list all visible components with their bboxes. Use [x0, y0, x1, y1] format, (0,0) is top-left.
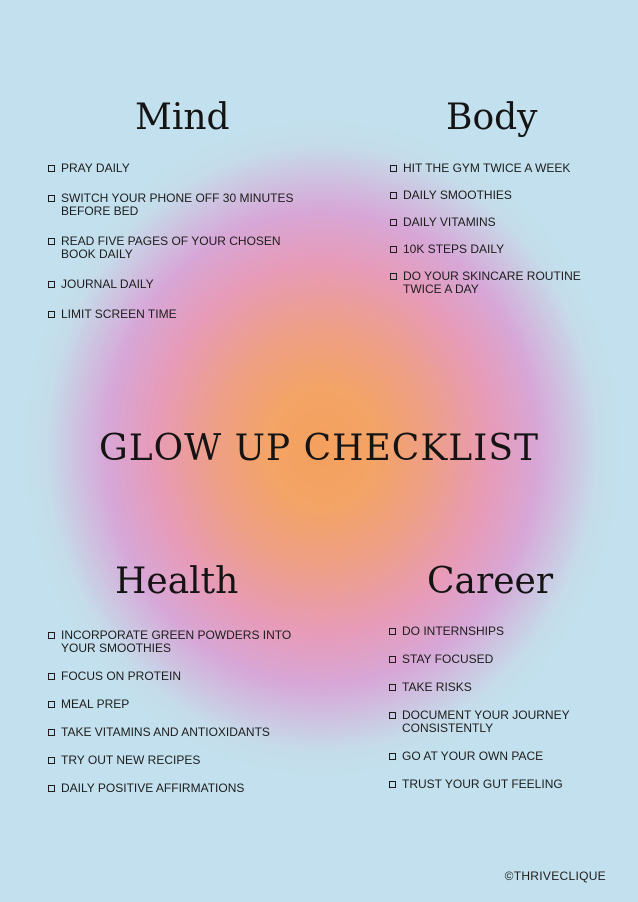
checklist-item[interactable] [48, 629, 308, 655]
checklist-item-label: SWITCH YOUR PHONE OFF 30 MINUTES BEFORE BED [61, 191, 294, 218]
checklist-item-label: JOURNAL DAILY [61, 277, 154, 291]
checkbox-icon[interactable] [48, 165, 55, 172]
checklist-item-label: TAKE RISKS [402, 680, 472, 694]
checkbox-icon[interactable] [390, 273, 397, 280]
checklist-item-label: DAILY SMOOTHIES [403, 188, 512, 202]
checkbox-icon[interactable] [390, 219, 397, 226]
checklist-item[interactable] [389, 778, 609, 791]
checklist-item[interactable] [48, 308, 308, 321]
mind-heading: Mind [135, 97, 230, 138]
checkbox-icon[interactable] [48, 311, 55, 318]
checklist-item[interactable] [389, 653, 609, 666]
checklist-item-label: TAKE VITAMINS AND ANTIOXIDANTS [61, 725, 270, 739]
checklist-item[interactable] [48, 192, 308, 218]
checklist-item-label: DO INTERNSHIPS [402, 624, 505, 638]
checklist-item-label: PRAY DAILY [61, 161, 130, 175]
checklist-item-label: HIT THE GYM TWICE A WEEK [403, 161, 571, 175]
checklist-item[interactable] [390, 270, 615, 296]
checkbox-icon[interactable] [390, 246, 397, 253]
career-checklist [389, 625, 609, 791]
checklist-item-label: TRUST YOUR GUT FEELING [402, 777, 563, 791]
checkbox-icon[interactable] [48, 632, 55, 639]
checklist-item[interactable] [48, 670, 308, 683]
checklist-item[interactable] [48, 162, 308, 175]
checklist-item-label: DOCUMENT YOUR JOURNEY CONSISTENTLY [402, 708, 570, 735]
checklist-item-label: STAY FOCUSED [402, 652, 494, 666]
checklist-item-label: 10K STEPS DAILY [403, 242, 505, 256]
checklist-item[interactable] [48, 726, 308, 739]
checkbox-icon[interactable] [48, 673, 55, 680]
checklist-item-label: INCORPORATE GREEN POWDERS INTO YOUR SMOOTHIES [61, 628, 292, 655]
checkbox-icon[interactable] [389, 712, 396, 719]
checkbox-icon[interactable] [389, 684, 396, 691]
checkbox-icon[interactable] [390, 165, 397, 172]
checkbox-icon[interactable] [48, 195, 55, 202]
checklist-item[interactable] [48, 782, 308, 795]
health-checklist [48, 629, 308, 795]
checklist-item[interactable] [390, 162, 615, 175]
checklist-item[interactable] [390, 243, 615, 256]
body-checklist [390, 162, 615, 296]
checklist-item[interactable] [389, 625, 609, 638]
checklist-item[interactable] [389, 681, 609, 694]
checkbox-icon[interactable] [389, 753, 396, 760]
checklist-item[interactable] [48, 278, 308, 291]
checklist-item-label: MEAL PREP [61, 697, 130, 711]
checklist-item-label: DAILY VITAMINS [403, 215, 496, 229]
checkbox-icon[interactable] [390, 192, 397, 199]
checklist-item-label: DO YOUR SKINCARE ROUTINE TWICE A DAY [403, 269, 581, 296]
checkbox-icon[interactable] [48, 281, 55, 288]
checklist-item-label: LIMIT SCREEN TIME [61, 307, 177, 321]
checkbox-icon[interactable] [389, 656, 396, 663]
checklist-item-label: READ FIVE PAGES OF YOUR CHOSEN BOOK DAILY [61, 234, 281, 261]
checkbox-icon[interactable] [48, 785, 55, 792]
checklist-item[interactable] [48, 754, 308, 767]
checklist-item[interactable] [390, 216, 615, 229]
checkbox-icon[interactable] [48, 701, 55, 708]
page-title: GLOW UP CHECKLIST [98, 428, 540, 469]
health-heading: Health [115, 561, 239, 602]
checklist-item-label: GO AT YOUR OWN PACE [402, 749, 544, 763]
checklist-item[interactable] [389, 709, 609, 735]
checkbox-icon[interactable] [389, 628, 396, 635]
checklist-item-label: DAILY POSITIVE AFFIRMATIONS [61, 781, 245, 795]
mind-checklist [48, 162, 308, 321]
checklist-item[interactable] [48, 235, 308, 261]
copyright-credit: ©THRIVECLIQUE [504, 869, 606, 883]
checkbox-icon[interactable] [389, 781, 396, 788]
career-heading: Career [427, 561, 554, 602]
checkbox-icon[interactable] [48, 729, 55, 736]
checklist-item-label: TRY OUT NEW RECIPES [61, 753, 201, 767]
checklist-item[interactable] [48, 698, 308, 711]
checkbox-icon[interactable] [48, 238, 55, 245]
checklist-item[interactable] [389, 750, 609, 763]
checkbox-icon[interactable] [48, 757, 55, 764]
body-heading: Body [446, 97, 538, 138]
checklist-item[interactable] [390, 189, 615, 202]
checklist-item-label: FOCUS ON PROTEIN [61, 669, 182, 683]
